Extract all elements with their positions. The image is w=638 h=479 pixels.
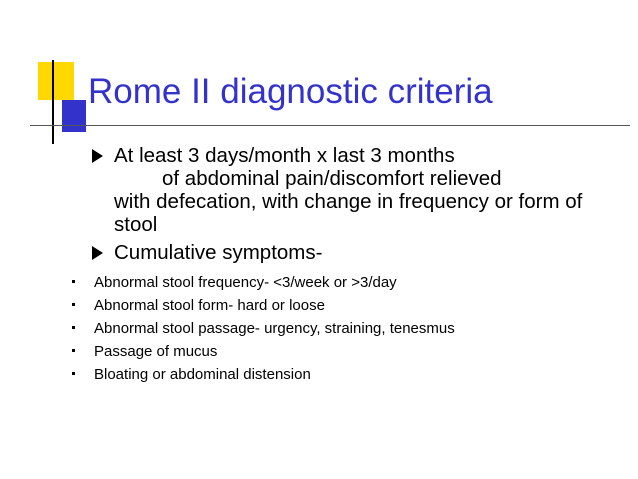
decorative-yellow-square — [38, 62, 74, 100]
bullet-text-line: At least 3 days/month x last 3 months — [114, 144, 455, 167]
main-bullet-criteria — [92, 144, 612, 236]
decorative-blue-square — [62, 100, 86, 132]
sub-bullet-text: Abnormal stool passage- urgency, straining, tenesmus — [94, 320, 455, 337]
sub-bullet-text: Passage of mucus — [94, 343, 218, 360]
sub-bullet — [72, 366, 612, 384]
slide-title: Rome II diagnostic criteria — [88, 72, 493, 111]
sub-bullet-text: Abnormal stool frequency- <3/week or >3/day — [94, 274, 397, 291]
square-bullet-icon — [72, 303, 75, 306]
arrow-bullet-icon — [92, 149, 103, 163]
sub-bullet — [72, 343, 612, 361]
bullet-text-line: of abdominal pain/discomfort relieved — [162, 167, 502, 190]
sub-bullet — [72, 297, 612, 315]
square-bullet-icon — [72, 372, 75, 375]
slide-body — [92, 144, 612, 389]
bullet-text-line: with defecation, with change in frequency or form of stool — [114, 190, 583, 236]
sub-bullet-text: Bloating or abdominal distension — [94, 366, 311, 383]
bullet-text-line: Cumulative symptoms- — [114, 241, 323, 264]
square-bullet-icon — [72, 280, 75, 283]
arrow-bullet-icon — [92, 246, 103, 260]
sub-bullet — [72, 274, 612, 292]
square-bullet-icon — [72, 349, 75, 352]
decorative-vertical-line — [52, 60, 54, 144]
sub-bullet — [72, 320, 612, 338]
square-bullet-icon — [72, 326, 75, 329]
title-underline — [30, 125, 630, 126]
main-bullet-cumulative — [92, 241, 612, 264]
sub-bullet-text: Abnormal stool form- hard or loose — [94, 297, 325, 314]
